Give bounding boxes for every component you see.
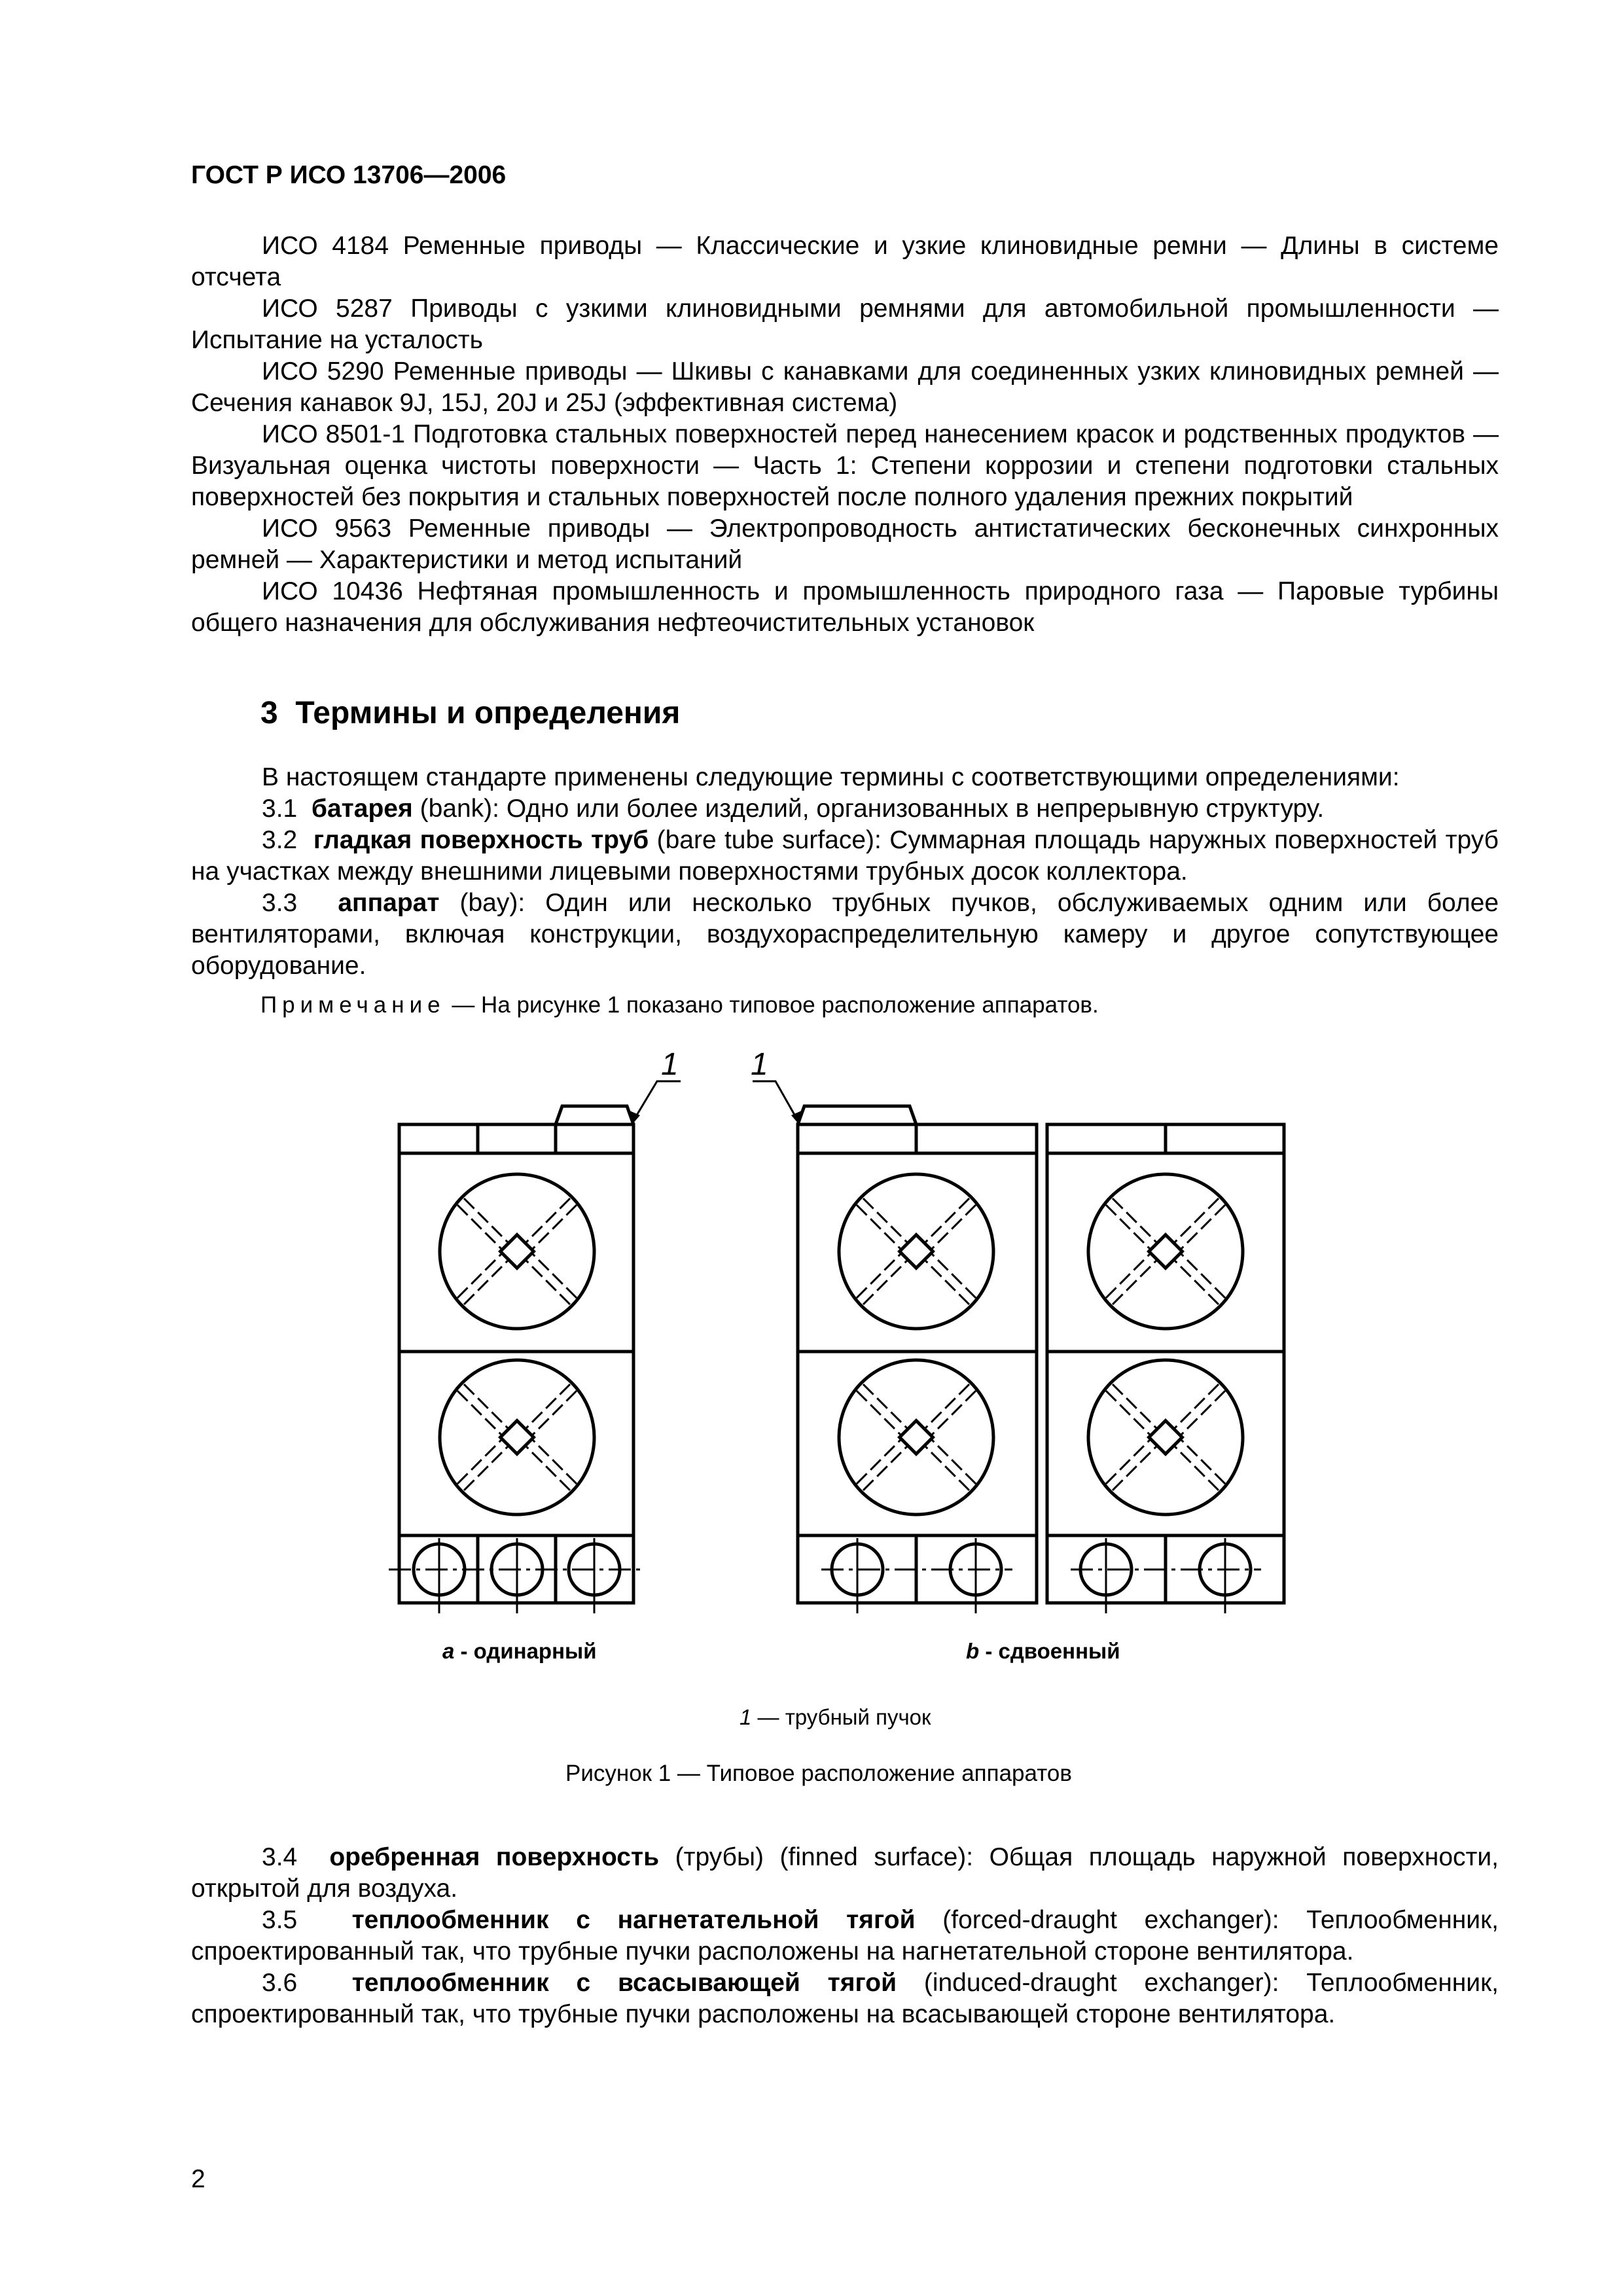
fan-icon [440, 1174, 594, 1329]
reference-item: ИСО 8501-1 Подготовка стальных поверхностей перед нанесением красок и родственных продуктов — Визуальная оценка чистоты поверхности — Часть 1: Степени коррозии и степени подготовки стальных поверхностей без покрытия и стальных поверхностей после полного удаления прежних покрытий [191, 420, 1499, 511]
page-number: 2 [191, 2165, 205, 2193]
note: Примечание — На рисунке 1 показано типовое расположение аппаратов. [260, 992, 1099, 1018]
section-heading: 3 Термины и определения [260, 696, 681, 730]
subcaption-b: b - сдвоенный [966, 1639, 1120, 1663]
term-item: 3.1 батарея (bank): Одно или более изделий, организованных в непрерывную структуру. [262, 795, 1325, 823]
reference-item: ИСО 4184 Ременные приводы — Классические и узкие клиновидные ремни — Длины в системе отсчета [191, 232, 1499, 291]
arrowhead [630, 1111, 802, 1124]
reference-item: ИСО 9563 Ременные приводы — Электропроводность антистатических бесконечных синхронных ремней — Характеристики и метод испытаний [191, 514, 1499, 574]
fan-icon [1088, 1174, 1243, 1329]
callout-label: 1 [751, 1047, 768, 1082]
terms-list-continued [191, 1842, 1499, 2030]
term-item: 3.4 оребренная поверхность (трубы) (finned surface): Общая площадь наружной поверхности, открытой для воздуха. [191, 1843, 1499, 1903]
term-item: 3.5 теплообменник с нагнетательной тягой (forced-draught exchanger): Теплообменник, спроектированный так, что трубные пучки расположены на нагнетательной стороне вентилятора. [191, 1906, 1499, 1965]
reference-item: ИСО 5287 Приводы с узкими клиновидными ремнями для автомобильной промышленности — Испытание на усталость [191, 295, 1499, 354]
fan-icon [440, 1360, 594, 1515]
single-bay-drawing [399, 1106, 633, 1603]
fan-icon [1088, 1360, 1243, 1515]
references-list [191, 230, 1499, 639]
terms-intro: В настоящем стандарте применены следующие термины с соответствующими определениями: [262, 763, 1400, 791]
callout-leader [633, 1081, 798, 1121]
figure-legend: 1 — трубный пучок [740, 1705, 931, 1729]
subcaption-a: a - одинарный [442, 1639, 597, 1663]
double-bay-drawing [798, 1106, 1284, 1603]
figure-caption: Рисунок 1 — Типовое расположение аппаратов [565, 1761, 1072, 1786]
document-header: ГОСТ Р ИСО 13706—2006 [191, 161, 507, 189]
term-item: 3.3 аппарат (bay): Один или несколько трубных пучков, обслуживаемых одним или более вентиляторами, включая конструкции, воздухораспределительную камеру и другое сопутствующее оборудование. [191, 889, 1499, 980]
figure-bay-arrangement [366, 1047, 1296, 1702]
reference-item: ИСО 10436 Нефтяная промышленность и промышленность природного газа — Паровые турбины общего назначения для обслуживания нефтеочистительных установок [191, 577, 1499, 637]
terms-list [191, 762, 1499, 982]
term-item: 3.6 теплообменник с всасывающей тягой (induced-draught exchanger): Теплообменник, спроектированный так, что трубные пучки расположены на всасывающей стороне вентилятора. [191, 1969, 1499, 2028]
term-item: 3.2 гладкая поверхность труб (bare tube surface): Суммарная площадь наружных поверхностей труб на участках между внешними лицевыми поверхностями трубных досок коллектора. [191, 826, 1499, 886]
reference-item: ИСО 5290 Ременные приводы — Шкивы с канавками для соединенных узких клиновидных ремней — Сечения канавок 9J, 15J, 20J и 25J (эффективная система) [191, 357, 1499, 417]
fan-icon [839, 1360, 993, 1515]
callout-label: 1 [661, 1047, 679, 1082]
fan-icon [839, 1174, 993, 1329]
